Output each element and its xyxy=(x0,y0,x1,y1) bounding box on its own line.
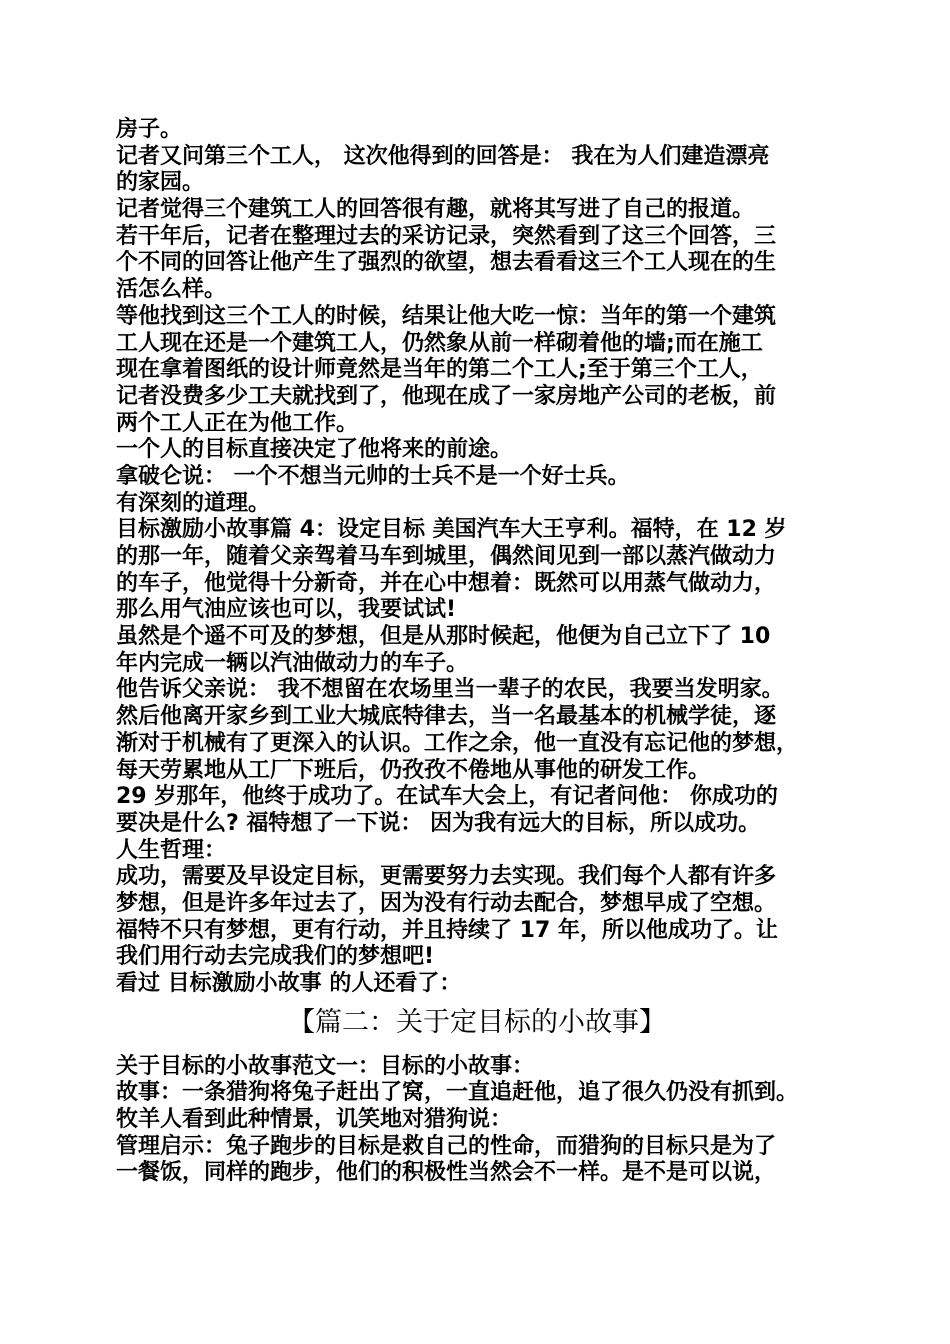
section-heading: 【篇二：关于定目标的小故事】 xyxy=(288,1006,666,1038)
text-line: 成功，需要及早设定目标，更需要努力去实现。我们每个人都有许多 xyxy=(116,864,777,890)
text-line: 渐对于机械有了更深入的认识。工作之余，他一直没有忘记他的梦想， xyxy=(116,730,799,756)
text-line: 个不同的回答让他产生了强烈的欲望，想去看看这三个工人现在的生 xyxy=(116,250,777,276)
text-line: 目标激励小故事篇 4：设定目标 美国汽车大王亨利。福特，在 12 岁 xyxy=(116,517,787,543)
text-line: 关于目标的小故事范文一：目标的小故事： xyxy=(116,1053,535,1079)
text-line: 若干年后，记者在整理过去的采访记录，突然看到了这三个回答，三 xyxy=(116,223,777,249)
text-line: 现在拿着图纸的设计师竟然是当年的第二个工人;至于第三个工人， xyxy=(116,357,763,383)
text-line: 他告诉父亲说： 我不想留在农场里当一辈子的农民，我要当发明家。 xyxy=(116,677,784,703)
text-line: 要决是什么? 福特想了一下说： 因为我有远大的目标，所以成功。 xyxy=(116,810,761,836)
text-line: 的家园。 xyxy=(116,170,205,196)
text-line: 管理启示：兔子跑步的目标是救自己的性命，而猎狗的目标只是为了 xyxy=(116,1133,777,1159)
text-line: 活怎么样。 xyxy=(116,277,227,303)
text-line: 看过 目标激励小故事 的人还看了： xyxy=(116,971,462,996)
text-line: 记者又问第三个工人， 这次他得到的回答是： 我在为人们建造漂亮 xyxy=(116,143,770,169)
text-line: 有深刻的道理。 xyxy=(116,490,271,516)
text-line: 牧羊人看到此种情景，讥笑地对猎狗说： xyxy=(116,1107,513,1133)
text-line: 我们用行动去完成我们的梦想吧! xyxy=(116,944,435,970)
text-line: 拿破仑说： 一个不想当元帅的士兵不是一个好士兵。 xyxy=(116,463,630,489)
text-line: 的那一年，随着父亲驾着马车到城里，偶然间见到一部以蒸汽做动力 xyxy=(116,544,777,569)
text-line: 工人现在还是一个建筑工人，仍然象从前一样砌着他的墙;而在施工 xyxy=(116,330,763,356)
text-line: 福特不只有梦想，更有行动，并且持续了 17 年，所以他成功了。让 xyxy=(116,917,778,943)
text-line: 梦想，但是许多年过去了，因为没有行动去配合，梦想早成了空想。 xyxy=(116,890,777,916)
text-line: 人生哲理： xyxy=(116,837,227,863)
text-line: 的车子，他觉得十分新奇，并在心中想着：既然可以用蒸气做动力， xyxy=(116,570,777,596)
text-line: 记者觉得三个建筑工人的回答很有趣，就将其写进了自己的报道。 xyxy=(116,197,755,223)
document-body xyxy=(116,117,838,1187)
text-line: 两个工人正在为他工作。 xyxy=(116,410,359,436)
text-line: 那么用气油应该也可以，我要试试! xyxy=(116,597,457,623)
text-line: 一个人的目标直接决定了他将来的前途。 xyxy=(116,437,513,463)
text-line: 一餐饭，同样的跑步，他们的积极性当然会不一样。是不是可以说， xyxy=(116,1160,777,1186)
part1-block xyxy=(116,117,838,998)
part2-block xyxy=(116,1054,838,1187)
text-line: 每天劳累地从工厂下班后，仍孜孜不倦地从事他的研发工作。 xyxy=(116,757,711,783)
text-line: 然后他离开家乡到工业大城底特律去，当一名最基本的机械学徒，逐 xyxy=(116,704,777,730)
text-line: 等他找到这三个工人的时候，结果让他大吃一惊：当年的第一个建筑 xyxy=(116,303,777,329)
text-line: 房子。 xyxy=(116,117,183,142)
text-line: 29 岁那年，他终于成功了。在试车大会上，有记者问他： 你成功的 xyxy=(116,784,778,810)
text-line: 虽然是个遥不可及的梦想，但是从那时候起，他便为自己立下了 10 xyxy=(116,624,771,650)
text-line: 年内完成一辆以汽油做动力的车子。 xyxy=(116,650,469,676)
text-line: 记者没费多少工夫就找到了，他现在成了一家房地产公司的老板，前 xyxy=(116,383,777,409)
text-line: 故事：一条猎狗将兔子赶出了窝，一直追赶他，追了很久仍没有抓到。 xyxy=(116,1080,799,1106)
